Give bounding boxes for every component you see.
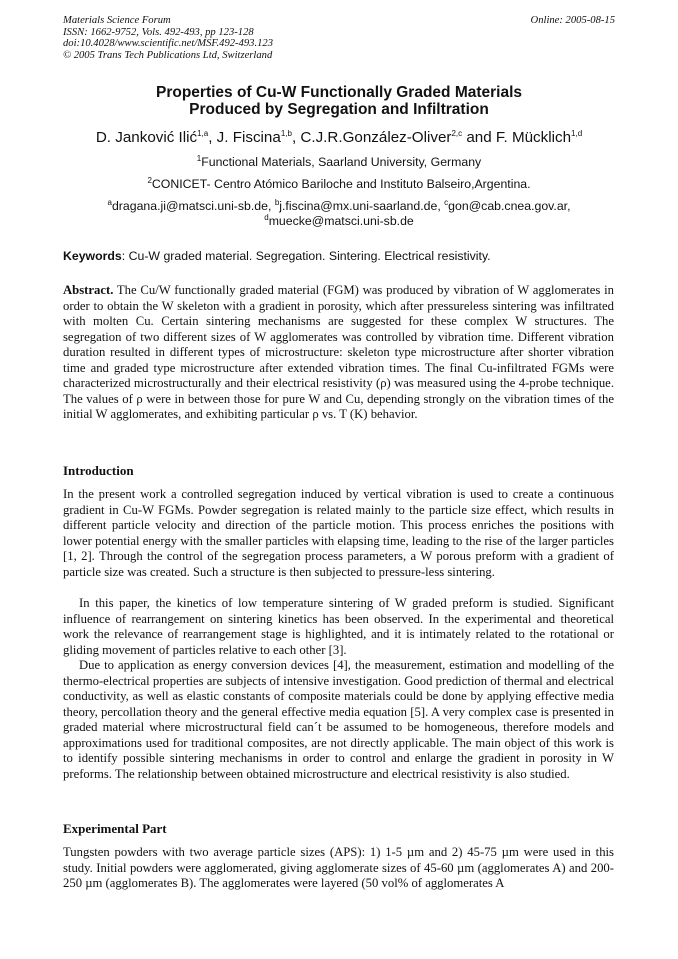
paper-title-line-1: Properties of Cu-W Functionally Graded Materials [155, 84, 523, 101]
email-mark: c [444, 197, 449, 207]
keywords-line [63, 249, 491, 263]
paper-title-line-2: Produced by Segregation and Infiltration [189, 101, 489, 118]
author-name: D. Janković Ilić [95, 129, 198, 146]
affiliation-1 [0, 155, 678, 169]
abstract-paragraph [63, 283, 614, 423]
journal-header [63, 15, 273, 61]
email-mark: a [107, 197, 112, 207]
affiliation-text: Functional Materials, Saarland University, Germany [201, 155, 482, 169]
email-address: j.fiscina@mx.uni-saarland.de, [279, 199, 445, 213]
email-line-2 [0, 214, 678, 228]
keywords-text: : Cu-W graded material. Segregation. Sintering. Electrical resistivity. [121, 249, 491, 263]
journal-name: Materials Science Forum [63, 15, 171, 26]
email-mark: b [274, 197, 280, 207]
author-affiliation-mark: 1,d [571, 128, 583, 138]
author-affiliation-mark: 2,c [451, 128, 463, 138]
introduction-paragraph-3: Due to application as energy conversion devices [4], the measurement, estimation and modelling of the thermo-electrical properties are subjects of intensive investigation. Good prediction of thermal and electrical conductivity, as well as elastic constants of composite materials could be done by applying effective media theory, percollation theory and the general effective media equation [5]. A very complex case is presented in graded material where microstructural field can´t be assumed to be homogeneous, therefore models and approximations used for traditional composites, are not directly applicable. The main object of this work is to identify possible sintering mechanisms in order to control and enlarge the gradient in porosity in W preforms. The relationship between obtained microstructure and electrical resistivity is also studied. [63, 658, 614, 781]
copyright-line: © 2005 Trans Tech Publications Ltd, Switzerland [63, 49, 273, 61]
email-address: gon@cab.cnea.gov.ar, [448, 199, 571, 213]
introduction-paragraph-1: In the present work a controlled segregation induced by vertical vibration is used to create a continuous gradient in Cu-W FGMs. Powder segregation is related mainly to the particle size effect, which results in different particle velocity and direction of the particle motion. This process enriches the positions with lower potential energy with the smaller particles with elapsing time, leading to the rise of the larger particles [1, 2]. Through the control of the segregation process parameters, a W porous preform with a gradient of particle size was created. Such a structure is then subjected to pressure-less sintering. [63, 487, 614, 579]
author-name: and F. Mücklich [462, 129, 572, 146]
experimental-paragraph-1: Tungsten powders with two average particle sizes (APS): 1) 1-5 µm and 2) 45-75 µm were used in this study. Initial powders were agglomerated, giving agglomerate sizes of 45-60 µm (agglomerates A) and 200-250 µm (agglomerates B). The agglomerates were layered (50 vol% of agglomerates A [63, 845, 614, 890]
introduction-heading: Introduction [63, 463, 134, 478]
keywords-label: Keywords [63, 249, 122, 263]
experimental-heading: Experimental Part [63, 821, 167, 836]
online-date: Online: 2005-08-15 [530, 15, 615, 26]
email-line-1 [0, 199, 678, 213]
introduction-paragraph-2: In this paper, the kinetics of low temperature sintering of W graded preform is studied. Significant influence of rearrangement on sintering kinetics has been observed. In the experimental and theoretical work the relevance of rearrangement stage is highlighted, and it is intimately related to the rotational or gliding movement of particles relative to each other [3]. [63, 596, 614, 657]
email-address: muecke@matsci.uni-sb.de [268, 214, 414, 228]
doi-line: doi:10.4028/www.scientific.net/MSF.492-493.123 [63, 38, 273, 50]
author-affiliation-mark: 1,a [197, 128, 209, 138]
author-affiliation-mark: 1,b [280, 128, 292, 138]
affiliation-mark: 1 [196, 153, 202, 163]
affiliation-2 [0, 177, 678, 191]
affiliation-mark: 2 [147, 175, 152, 185]
author-name: , J. Fiscina [208, 129, 281, 146]
email-address: dragana.ji@matsci.uni-sb.de, [111, 199, 275, 213]
affiliation-text: CONICET- Centro Atómico Bariloche and Instituto Balseiro,Argentina. [151, 177, 531, 191]
abstract-text: The Cu/W functionally graded material (FGM) was produced by vibration of W agglomerates in order to obtain the W skeleton with a gradient in porosity, which after pressureless sintering was infiltrated with molten Cu. Certain sintering mechanisms are suggested for these complex W structures. The segregation of two different sizes of W agglomerates was controlled by vibration time. Different vibration duration resulted in different types of microstructure: skeleton type microstructure after shorter vibration time and graded type microstructure after extended vibration times. The final Cu-infiltrated FGMs were characterized microstructurally and their electrical resistivity (ρ) was measured using the 4-probe technique. The values of ρ were in between those for pure W and Cu, depending strongly on the vibration times of the initial W agglomerates, and exhibiting particular ρ vs. T (K) behavior. [63, 283, 614, 421]
issn-line: ISSN: 1662-9752, Vols. 492-493, pp 123-128 [63, 26, 254, 38]
author-name: , C.J.R.González-Oliver [291, 129, 452, 146]
email-mark: d [264, 212, 269, 222]
abstract-label: Abstract. [63, 283, 114, 297]
author-list [0, 129, 678, 146]
